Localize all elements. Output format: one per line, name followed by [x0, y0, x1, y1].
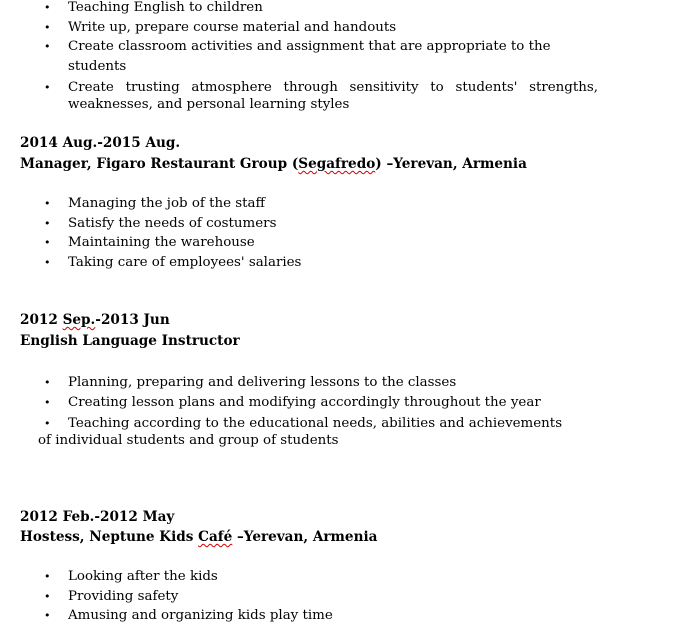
list-item: • Write up, prepare course material and handouts: [0, 18, 598, 38]
instructor-duties-list: [0, 373, 675, 449]
list-item: • Planning, preparing and delivering lessons to the classes: [0, 373, 598, 393]
list-item: • Looking after the kids: [0, 567, 598, 587]
job-title-text: –Yerevan, Armenia: [232, 529, 378, 545]
job-date-instructor: [20, 310, 170, 331]
list-item: • Creating lesson plans and modifying accordingly throughout the year: [0, 393, 598, 413]
job-title-text: Manager, Figaro Restaurant Group (: [20, 156, 299, 172]
job-title-manager: [20, 154, 527, 175]
job-date-text: -2013 Jun: [95, 312, 170, 328]
spellcheck-flagged-word: Sep.: [62, 312, 96, 328]
list-item: • Providing safety: [0, 587, 598, 607]
list-item: • Satisfy the needs of costumers: [0, 214, 598, 234]
list-item: • Create classroom activities and assignment that are appropriate to the students: [0, 37, 598, 76]
spellcheck-flagged-word: Segafredo: [298, 156, 376, 172]
manager-duties-list: [0, 194, 675, 272]
job-date-text: 2012: [20, 312, 63, 328]
job-title-instructor: English Language Instructor: [20, 333, 240, 349]
list-item: • Maintaining the warehouse: [0, 233, 598, 253]
list-item: • Teaching according to the educational needs, abilities and achievements of individual students and group of students: [0, 415, 568, 449]
teaching-duties-list: [0, 0, 675, 113]
job-title-hostess: [20, 527, 377, 548]
job-date-manager: 2014 Aug.-2015 Aug.: [20, 135, 181, 151]
list-item: • Taking care of employees' salaries: [0, 253, 598, 273]
job-title-text: ) –Yerevan, Armenia: [375, 156, 527, 172]
list-item: • Amusing and organizing kids play time: [0, 606, 598, 626]
spellcheck-flagged-word: Café: [198, 529, 233, 545]
job-title-text: Hostess, Neptune Kids: [20, 529, 199, 545]
job-date-hostess: 2012 Feb.-2012 May: [20, 509, 175, 525]
list-item: • Managing the job of the staff: [0, 194, 598, 214]
list-item: • Teaching English to children: [0, 0, 598, 18]
list-item: • Create trusting atmosphere through sensitivity to students' strengths, weaknesses, and personal learning styles: [0, 79, 598, 113]
hostess-duties-list: [0, 567, 675, 626]
